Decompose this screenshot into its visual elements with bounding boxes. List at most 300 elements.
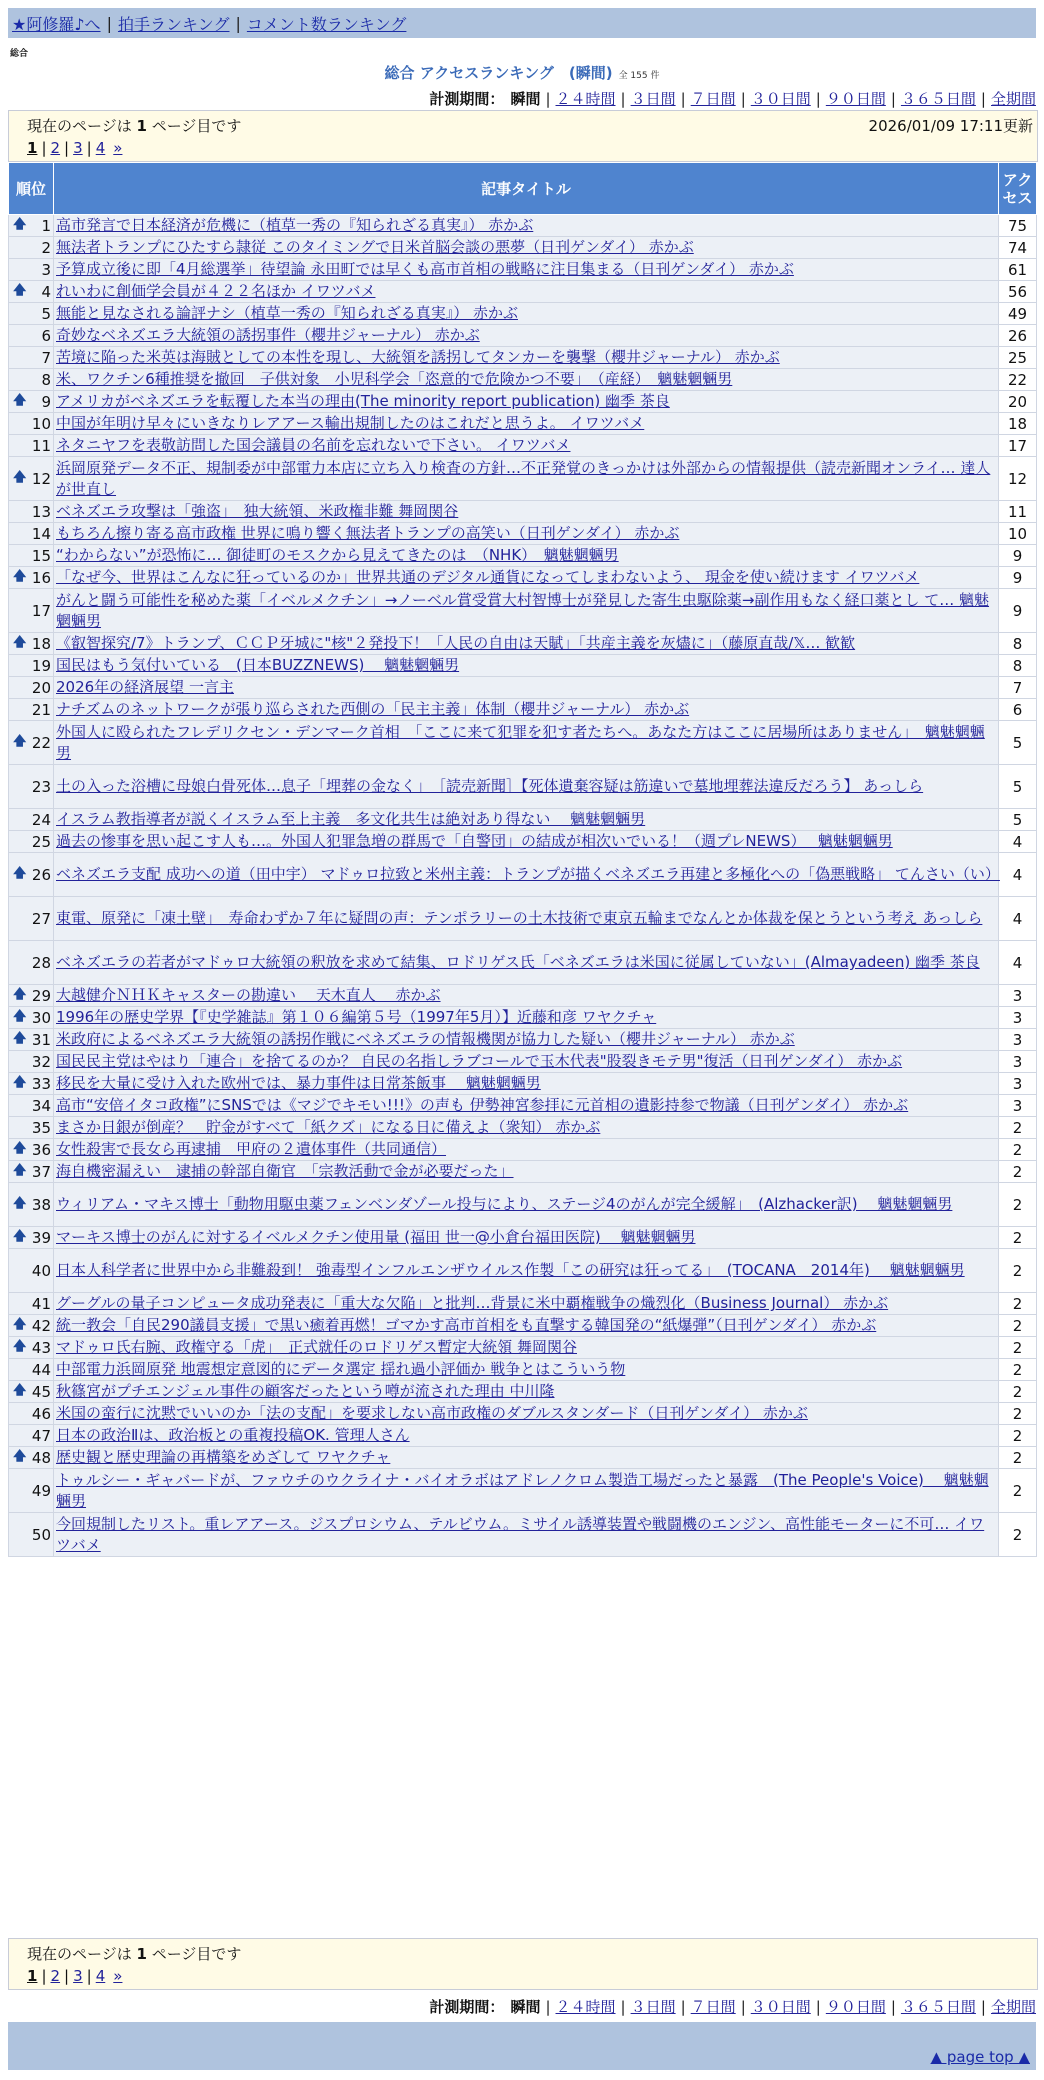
ranking-row [9, 765, 1037, 809]
rank-cell [9, 1249, 54, 1293]
rank-number: 24 [31, 810, 51, 829]
period-label: 計測期間： [429, 1998, 505, 2016]
rank-cell [9, 1359, 54, 1381]
title-cell [54, 1095, 999, 1117]
page-title [0, 62, 1044, 83]
rank-number: 13 [31, 502, 51, 521]
rank-up-arrow-icon: 🡅 [13, 986, 27, 1002]
rank-up-arrow-icon: 🡅 [13, 865, 27, 881]
rank-up-arrow-icon: 🡅 [13, 1338, 27, 1354]
pager-page-link[interactable]: 3 [73, 1967, 83, 1985]
article-title-link[interactable]: 1996年の歴史学界【『史学雑誌』第１０６編第５号（1997年5月）】近藤和彦 ワヤクチャ [56, 1008, 657, 1026]
rank-number: 46 [31, 1404, 51, 1423]
rank-cell [9, 1469, 54, 1513]
article-title-link[interactable]: 無能と見なされる論評ナシ（植草一秀の『知られざる真実』） 赤かぶ [56, 304, 518, 322]
rank-up-arrow-icon: 🡅 [13, 282, 27, 298]
pager-current: 1 [27, 139, 38, 157]
rank-number: 29 [31, 986, 51, 1005]
rank-up-arrow-icon: 🡅 [13, 469, 27, 485]
rank-up-arrow-icon: 🡅 [13, 1448, 27, 1464]
rank-number: 44 [31, 1360, 51, 1379]
article-title-link[interactable]: 今回規制したリスト。重レアアース。ジスプロシウム、テルビウム。ミサイル誘導装置や戦闘機のエンジン、高性能モーターに不可… イワツバメ [56, 1514, 985, 1554]
rank-number: 38 [31, 1195, 51, 1214]
ranking-row [9, 1183, 1037, 1227]
rank-up-arrow-icon: 🡅 [13, 1195, 27, 1211]
article-title-link[interactable]: ベネズエラ支配 成功への道（田中宇） マドゥロ拉致と米州主義：トランプが描くベネズエラ再建と多極化への「偽悪戦略」 てんさい（い） [56, 865, 1000, 883]
title-cell [54, 1227, 999, 1249]
rank-number: 12 [31, 469, 51, 488]
rank-cell [9, 721, 54, 765]
separator: | [680, 1998, 686, 2016]
separator: | [64, 139, 70, 157]
article-title-link[interactable]: 予算成立後に即「4月総選挙」待望論 永田町では早くも高市首相の戦略に注目集まる（日刊ゲンダイ） 赤かぶ [56, 260, 794, 278]
title-cell [54, 347, 999, 369]
article-title-link[interactable]: 高市発言で日本経済が危機に（植草一秀の『知られざる真実』） 赤かぶ [56, 216, 534, 234]
separator: | [890, 1998, 896, 2016]
ranking-row [9, 1381, 1037, 1403]
rank-number: 32 [31, 1052, 51, 1071]
access-count: 2 [999, 1315, 1037, 1337]
ranking-row [9, 567, 1037, 589]
period-option-link[interactable]: ３０日間 [750, 90, 811, 108]
title-cell [54, 941, 999, 985]
rank-number: 41 [31, 1294, 51, 1313]
ranking-row [9, 1425, 1037, 1447]
separator: | [41, 1967, 47, 1985]
pager-next-link[interactable]: » [113, 1967, 123, 1985]
rank-number: 35 [31, 1118, 51, 1137]
rank-up-arrow-icon: 🡅 [13, 1228, 27, 1244]
ranking-row [9, 1249, 1037, 1293]
rank-cell [9, 369, 54, 391]
total-count: 全 155 件 [618, 71, 660, 81]
page-top-link[interactable]: ▲ page top ▲ [930, 2048, 1030, 2066]
rank-number: 39 [31, 1228, 51, 1247]
article-title-link[interactable]: アメリカがベネズエラを転覆した本当の理由(The minority report publication) 幽季 茶良 [56, 392, 670, 410]
rank-number: 6 [41, 326, 51, 345]
ranking-row [9, 1315, 1037, 1337]
period-option-link[interactable]: ９０日間 [825, 1998, 886, 2016]
rank-up-arrow-icon: 🡅 [13, 568, 27, 584]
title-cell [54, 281, 999, 303]
access-count: 4 [999, 831, 1037, 853]
access-count: 10 [999, 523, 1037, 545]
rank-cell [9, 237, 54, 259]
period-current: 瞬間 [510, 1998, 541, 2016]
rank-cell [9, 215, 54, 237]
title-cell [54, 457, 999, 501]
comment-ranking-link[interactable]: コメント数ランキング [246, 14, 407, 34]
article-title-link[interactable]: もちろん擦り寄る高市政権 世界に鳴り響く無法者トランプの高笑い（日刊ゲンダイ） 赤かぶ [56, 524, 680, 542]
article-title-link[interactable]: マドゥロ氏右腕、政権守る「虎」 正式就任のロドリゲス暫定大統領 舞岡関谷 [56, 1338, 577, 1356]
ranking-row [9, 677, 1037, 699]
article-title-link[interactable]: がんと闘う可能性を秘めた薬「イベルメクチン」→ノーベル賞受賞大村智博士が発見した寄生虫駆除薬→副作用もなく経口薬とし て… 魑魅魍魎男 [56, 590, 990, 630]
access-count: 3 [999, 985, 1037, 1007]
article-title-link[interactable]: マーキス博士のがんに対するイベルメクチン使用量 (福田 世一@小倉台福田医院) 魑魅魍魎男 [56, 1228, 696, 1246]
article-title-link[interactable]: 米、ワクチン6種推奨を撤回 子供対象 小児科学会「恣意的で危険かつ不要」 （産経） 魑魅魍魎男 [56, 370, 733, 388]
rank-cell [9, 1337, 54, 1359]
period-selector-top [429, 88, 1036, 109]
rank-number: 3 [41, 260, 51, 279]
separator: | [740, 90, 746, 108]
ranking-row [9, 435, 1037, 457]
access-count: 8 [999, 633, 1037, 655]
ranking-title: 総合 アクセスランキング (瞬間) [384, 64, 613, 82]
article-title-link[interactable]: 《叡智探究/7》トランプ、ＣＣＰ牙城に"核"２発投下！「人民の自由は天賦」「共産主義を灰燼に」（藤原直哉/𝕏… 歓歓 [56, 634, 856, 652]
separator: | [890, 90, 896, 108]
title-cell [54, 721, 999, 765]
rank-number: 17 [31, 601, 51, 620]
rank-number: 27 [31, 909, 51, 928]
ranking-row [9, 215, 1037, 237]
access-count: 3 [999, 1095, 1037, 1117]
separator: | [740, 1998, 746, 2016]
access-count: 2 [999, 1293, 1037, 1315]
rank-cell [9, 699, 54, 721]
separator: | [620, 90, 626, 108]
access-count: 2 [999, 1381, 1037, 1403]
separator: | [545, 90, 551, 108]
rank-number: 25 [31, 832, 51, 851]
article-title-link[interactable]: 大越健介ＮＨＫキャスターの勘違い 天木直人 赤かぶ [56, 986, 441, 1004]
ranking-row [9, 391, 1037, 413]
access-count: 11 [999, 501, 1037, 523]
period-option-link[interactable]: ９０日間 [825, 90, 886, 108]
ranking-row [9, 1139, 1037, 1161]
rank-number: 9 [41, 392, 51, 411]
rank-cell [9, 853, 54, 897]
rank-number: 34 [31, 1096, 51, 1115]
top-navigation [8, 8, 1036, 38]
article-title-link[interactable]: 歴史観と歴史理論の再構築をめざして ワヤクチャ [56, 1448, 391, 1466]
article-title-link[interactable]: ベネズエラ攻撃は「強盗」 独大統領、米政権非難 舞岡関谷 [56, 502, 459, 520]
ranking-row [9, 259, 1037, 281]
rank-number: 10 [31, 414, 51, 433]
rank-up-arrow-icon: 🡅 [13, 1008, 27, 1024]
access-count: 2 [999, 1249, 1037, 1293]
article-title-link[interactable]: 移民を大量に受け入れた欧州では、暴力事件は日常茶飯事 魑魅魍魎男 [56, 1074, 541, 1092]
title-cell [54, 1425, 999, 1447]
title-cell [54, 1381, 999, 1403]
separator: | [980, 90, 986, 108]
rank-cell [9, 545, 54, 567]
ranking-row [9, 237, 1037, 259]
ranking-row [9, 853, 1037, 897]
access-count: 75 [999, 215, 1037, 237]
access-count: 8 [999, 655, 1037, 677]
rank-number: 30 [31, 1008, 51, 1027]
access-count: 2 [999, 1425, 1037, 1447]
rank-cell [9, 1051, 54, 1073]
rank-number: 11 [31, 436, 51, 455]
ranking-row [9, 1227, 1037, 1249]
pager-next-link[interactable]: » [113, 139, 123, 157]
ranking-row [9, 1359, 1037, 1381]
access-count: 3 [999, 1073, 1037, 1095]
rank-cell [9, 1403, 54, 1425]
pager-page-link[interactable]: 3 [73, 139, 83, 157]
article-title-link[interactable]: ナチズムのネットワークが張り巡らされた西側の「民主主義」体制（櫻井ジャーナル） 赤かぶ [56, 700, 690, 718]
article-title-link[interactable]: 高市“安倍イタコ政権”にSNSでは《マジでキモい!!!》の声も 伊勢神宮参拝に元首相の遺影持参で物議（日刊ゲンダイ） 赤かぶ [56, 1096, 909, 1114]
title-cell [54, 369, 999, 391]
title-cell [54, 1117, 999, 1139]
rank-cell [9, 633, 54, 655]
article-title-link[interactable]: まさか日銀が倒産？ 貯金がすべて「紙クズ」になる日に備えよ（衆知） 赤かぶ [56, 1118, 601, 1136]
rank-cell [9, 303, 54, 325]
rank-number: 20 [31, 678, 51, 697]
access-count: 9 [999, 567, 1037, 589]
rank-cell [9, 1293, 54, 1315]
rank-number: 47 [31, 1426, 51, 1445]
period-option-link[interactable]: ３６５日間 [900, 1998, 976, 2016]
access-count: 9 [999, 589, 1037, 633]
current-page-number: 1 [136, 1945, 147, 1963]
page-info-top [8, 110, 1038, 162]
pager-page-link[interactable]: 4 [95, 139, 106, 157]
rank-number: 14 [31, 524, 51, 543]
title-cell [54, 897, 999, 941]
rank-up-arrow-icon: 🡅 [13, 1140, 27, 1156]
separator: | [980, 1998, 986, 2016]
title-cell [54, 1447, 999, 1469]
rank-up-arrow-icon: 🡅 [13, 1316, 27, 1332]
access-count: 5 [999, 809, 1037, 831]
updated-timestamp: 2026/01/09 17:11更新 [868, 117, 1033, 135]
rank-number: 7 [41, 348, 51, 367]
pager-page-link[interactable]: 2 [50, 139, 61, 157]
rank-up-arrow-icon: 🡅 [13, 634, 27, 650]
article-title-link[interactable]: れいわに創価学会員が４２２名ほか イワツバメ [56, 282, 376, 300]
rank-number: 4 [41, 282, 51, 301]
ranking-row [9, 281, 1037, 303]
access-count: 5 [999, 765, 1037, 809]
article-title-link[interactable]: ウィリアム・マキス博士「動物用駆虫薬フェンベンダゾール投与により、ステージ4のがんが完全緩解」 (Alzhacker訳) 魑魅魍魎男 [56, 1195, 953, 1213]
access-count: 2 [999, 1139, 1037, 1161]
rank-cell [9, 765, 54, 809]
article-title-link[interactable]: 土の入った浴槽に母娘白骨死体…息子「埋葬の金なく」 ［読売新聞］【死体遺棄容疑は筋違いで墓地埋葬法違反だろう】 あっしら [56, 777, 924, 795]
separator: | [64, 1967, 70, 1985]
article-title-link[interactable]: 浜岡原発データ不正、規制委が中部電力本店に立ち入り検査の方針…不正発覚のきっかけは外部からの情報提供（読売新聞オンライ… 達人が世直し [56, 458, 991, 498]
article-title-link[interactable]: 海自機密漏えい 逮捕の幹部自衛官 「宗教活動で金が必要だった」 [56, 1162, 514, 1180]
rank-cell [9, 985, 54, 1007]
separator: | [815, 1998, 821, 2016]
ranking-row [9, 325, 1037, 347]
ranking-row [9, 1469, 1037, 1513]
ranking-row [9, 1447, 1037, 1469]
rank-cell [9, 1381, 54, 1403]
article-title-link[interactable]: 中国が年明け早々にいきなりレアアース輸出規制したのはこれだと思うよ。 イワツバメ [56, 414, 645, 432]
period-option-link[interactable]: ２４時間 [555, 1998, 616, 2016]
title-cell [54, 501, 999, 523]
rank-cell [9, 347, 54, 369]
category-label: 総合 [10, 49, 29, 59]
access-count: 2 [999, 1403, 1037, 1425]
rank-up-arrow-icon: 🡅 [13, 392, 27, 408]
access-count: 25 [999, 347, 1037, 369]
access-count: 9 [999, 545, 1037, 567]
ranking-row [9, 1161, 1037, 1183]
title-cell [54, 677, 999, 699]
access-count: 3 [999, 1051, 1037, 1073]
title-cell [54, 1337, 999, 1359]
access-count: 26 [999, 325, 1037, 347]
rank-cell [9, 1095, 54, 1117]
period-option-link[interactable]: ２４時間 [555, 90, 616, 108]
rank-number: 8 [41, 370, 51, 389]
article-title-link[interactable]: 米政府によるベネズエラ大統領の誘拐作戦にベネズエラの情報機関が協力した疑い（櫻井ジャーナル） 赤かぶ [56, 1030, 795, 1048]
rank-cell [9, 1029, 54, 1051]
page-info-bottom [8, 1938, 1038, 1990]
article-title-link[interactable]: 外国人に殴られたフレデリクセン・デンマーク首相 「ここに来て犯罪を犯す者たちへ。あなた方はここに居場所はありません」 魑魅魍魎男 [56, 722, 985, 762]
article-title-link[interactable]: 統一教会「自民290議員支援」で黒い癒着再燃！ゴマかす高市首相をも直撃する韓国発の“紙爆弾”（日刊ゲンダイ） 赤かぶ [56, 1316, 877, 1334]
pager-bottom [27, 1967, 122, 1985]
ranking-row [9, 721, 1037, 765]
article-title-link[interactable]: “わからない”が恐怖に… 御徒町のモスクから見えてきたのは （NHK） 魑魅魍魎男 [56, 546, 619, 564]
title-cell [54, 809, 999, 831]
article-title-link[interactable]: 日本の政治Ⅱは、政治板との重複投稿OK. 管理人さん [56, 1426, 410, 1444]
title-cell [54, 699, 999, 721]
article-title-link[interactable]: 国民はもう気付いている (日本BUZZNEWS) 魑魅魍魎男 [56, 656, 460, 674]
article-title-link[interactable]: 秋篠宮がプチエンジェル事件の顧客だったという噂が流された理由 中川隆 [56, 1382, 555, 1400]
access-count: 74 [999, 237, 1037, 259]
article-title-link[interactable]: 中部電力浜岡原発 地震想定意図的にデータ選定 揺れ過小評価か 戦争とはこういう物 [56, 1360, 626, 1378]
separator: | [86, 1967, 92, 1985]
article-title-link[interactable]: 国民民主党はやはり「連合」を捨てるのか？ 自民の名指しラブコールで玉木代表"股裂きモテ男"復活（日刊ゲンダイ） 赤かぶ [56, 1052, 903, 1070]
rank-cell [9, 523, 54, 545]
ranking-table [8, 162, 1037, 1557]
rank-number: 15 [31, 546, 51, 565]
title-cell [54, 1161, 999, 1183]
rank-cell [9, 1315, 54, 1337]
title-cell [54, 1249, 999, 1293]
rank-cell [9, 1425, 54, 1447]
article-title-link[interactable]: 東電、原発に「凍土壁」 寿命わずか７年に疑問の声：テンポラリーの土木技術で東京五輪までなんとか体裁を保とうという考え あっしら [56, 909, 983, 927]
article-title-link[interactable]: 苦境に陥った米英は海賊としての本性を現し、大統領を誘拐してタンカーを襲撃（櫻井ジャーナル） 赤かぶ [56, 348, 780, 366]
article-title-link[interactable]: イスラム教指導者が説くイスラム至上主義 多文化共生は絶対あり得ない 魑魅魍魎男 [56, 810, 646, 828]
ranking-row [9, 1117, 1037, 1139]
separator: | [545, 1998, 551, 2016]
period-option-link[interactable]: ３６５日間 [900, 90, 976, 108]
title-cell [54, 391, 999, 413]
article-title-link[interactable]: ベネズエラの若者がマドゥロ大統領の釈放を求めて結集、ロドリゲス氏「ベネズエラは米国に従属していない」(Almayadeen) 幽季 茶良 [56, 953, 980, 971]
article-title-link[interactable]: トゥルシー・ギャバードが、ファウチのウクライナ・バイオラボはアドレノクロム製造工場だったと暴露 (The People's Voice) 魑魅魍魎男 [56, 1470, 989, 1510]
rank-number: 26 [31, 865, 51, 884]
pager-page-link[interactable]: 4 [95, 1967, 106, 1985]
article-title-link[interactable]: 無法者トランプにひたすら隷従 このタイミングで日米首脳会談の悪夢（日刊ゲンダイ） 赤かぶ [56, 238, 694, 256]
title-cell [54, 237, 999, 259]
period-option-link[interactable]: 全期間 [990, 90, 1036, 108]
title-cell [54, 1073, 999, 1095]
title-cell [54, 1513, 999, 1557]
separator: | [41, 139, 47, 157]
title-cell [54, 545, 999, 567]
access-count: 2 [999, 1227, 1037, 1249]
access-count: 2 [999, 1447, 1037, 1469]
clap-ranking-link[interactable]: 拍手ランキング [117, 14, 230, 34]
ranking-row [9, 941, 1037, 985]
period-option-link[interactable]: ３日間 [630, 1998, 676, 2016]
ranking-row [9, 655, 1037, 677]
rank-number: 21 [31, 700, 51, 719]
rank-number: 22 [31, 733, 51, 752]
pager-page-link[interactable]: 2 [50, 1967, 61, 1985]
access-count: 2 [999, 1161, 1037, 1183]
title-cell [54, 655, 999, 677]
period-option-link[interactable]: ３日間 [630, 90, 676, 108]
article-title-link[interactable]: 奇妙なベネズエラ大統領の誘拐事件（櫻井ジャーナル） 赤かぶ [56, 326, 480, 344]
title-cell [54, 1029, 999, 1051]
access-count: 2 [999, 1183, 1037, 1227]
period-option-link[interactable]: ３０日間 [750, 1998, 811, 2016]
home-link[interactable]: ★阿修羅♪へ [12, 14, 101, 34]
article-title-link[interactable]: 過去の惨事を思い起こす人も…。外国人犯罪急増の群馬で「自警団」の結成が相次いでいる！（週プレNEWS） 魑魅魍魎男 [56, 832, 893, 850]
access-count: 3 [999, 1007, 1037, 1029]
period-option-link[interactable]: ７日間 [690, 90, 736, 108]
rank-cell [9, 501, 54, 523]
access-count: 22 [999, 369, 1037, 391]
footer-top-strip [8, 2022, 1036, 2046]
ranking-row [9, 523, 1037, 545]
rank-cell [9, 567, 54, 589]
access-count: 7 [999, 677, 1037, 699]
period-option-link[interactable]: ７日間 [690, 1998, 736, 2016]
rank-number: 1 [41, 216, 51, 235]
period-selector-bottom [429, 1996, 1036, 2017]
ranking-row [9, 1403, 1037, 1425]
rank-number: 31 [31, 1030, 51, 1049]
ranking-row [9, 1007, 1037, 1029]
current-page-text: 現在のページは 1 ページ目です [27, 117, 242, 135]
separator: | [680, 90, 686, 108]
title-cell [54, 985, 999, 1007]
rank-cell [9, 259, 54, 281]
ranking-row [9, 347, 1037, 369]
rank-number: 45 [31, 1382, 51, 1401]
access-count: 2 [999, 1359, 1037, 1381]
article-title-link[interactable]: グーグルの量子コンピュータ成功発表に「重大な欠陥」と批判…背景に米中覇権戦争の熾烈化（Business Journal） 赤かぶ [56, 1294, 889, 1312]
access-count: 2 [999, 1513, 1037, 1557]
ranking-row [9, 1293, 1037, 1315]
access-count: 3 [999, 1029, 1037, 1051]
rank-column-header: 順位 [9, 163, 54, 215]
rank-up-arrow-icon: 🡅 [13, 1162, 27, 1178]
rank-up-arrow-icon: 🡅 [13, 1382, 27, 1398]
rank-cell [9, 1139, 54, 1161]
ranking-row [9, 545, 1037, 567]
title-cell [54, 567, 999, 589]
ranking-row [9, 985, 1037, 1007]
rank-up-arrow-icon: 🡅 [13, 1074, 27, 1090]
access-count: 18 [999, 413, 1037, 435]
rank-cell [9, 1161, 54, 1183]
rank-number: 48 [31, 1448, 51, 1467]
article-title-link[interactable]: 女性殺害で長女ら再逮捕 甲府の２遺体事件（共同通信） [56, 1140, 447, 1158]
article-title-link[interactable]: 米国の蛮行に沈黙でいいのか「法の支配」を要求しない高市政権のダブルスタンダード（日刊ゲンダイ） 赤かぶ [56, 1404, 808, 1422]
ranking-row [9, 699, 1037, 721]
ranking-row [9, 1337, 1037, 1359]
ranking-row [9, 1095, 1037, 1117]
period-option-link[interactable]: 全期間 [990, 1998, 1036, 2016]
article-title-link[interactable]: 「なぜ今、世界はこんなに狂っているのか」世界共通のデジタル通貨になってしまわないよう、 現金を使い続けます イワツバメ [56, 568, 920, 586]
article-title-link[interactable]: 2026年の経済展望 一言主 [56, 678, 234, 696]
article-title-link[interactable]: 日本人科学者に世界中から非難殺到！ 強毒型インフルエンザウイルス作製「この研究は狂ってる」 (TOCANA 2014年) 魑魅魍魎男 [56, 1261, 965, 1279]
rank-number: 36 [31, 1140, 51, 1159]
title-cell [54, 1051, 999, 1073]
rank-cell [9, 1007, 54, 1029]
article-title-link[interactable]: ネタニヤフを表敬訪問した国会議員の名前を忘れないで下さい。 イワツバメ [56, 436, 571, 454]
separator: | [86, 139, 92, 157]
title-cell [54, 1315, 999, 1337]
